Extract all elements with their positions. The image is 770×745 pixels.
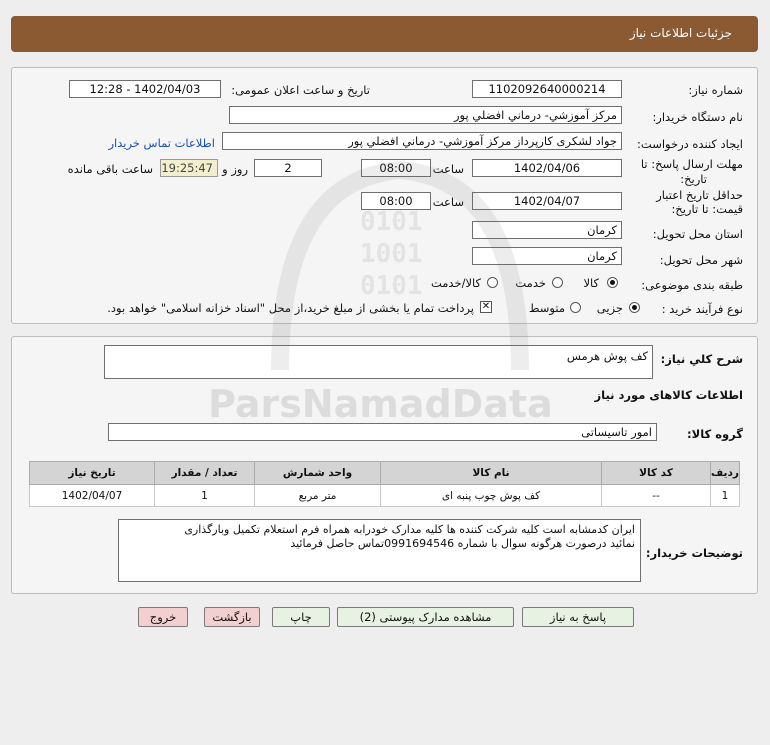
page-header (11, 16, 758, 52)
col-row-number: ردیف (711, 462, 740, 485)
cell-item-name: کف پوش چوب پنبه ای (381, 485, 602, 507)
category-service-radio[interactable] (552, 277, 563, 288)
purchase-minor-radio[interactable] (629, 302, 640, 313)
validity-time-field: 08:00 (361, 192, 431, 210)
deadline-date-field: 1402/04/06 (472, 159, 622, 177)
category-goods-service-label: کالا/خدمت (430, 276, 481, 290)
purchase-medium-radio[interactable] (570, 302, 581, 313)
deadline-label-2: تاریخ: (680, 172, 707, 186)
goods-info-title: اطلاعات کالاهای مورد نیاز (594, 388, 743, 402)
treasury-payment-note: پرداخت تمام یا بخشی از مبلغ خرید،از محل "اسناد خزانه اسلامی" خواهد بود. (107, 301, 474, 315)
validity-date-field: 1402/04/07 (472, 192, 622, 210)
validity-label: حداقل تاریخ اعتبار (656, 188, 743, 202)
purchase-minor-label: جزیی (596, 301, 623, 315)
buyer-contact-link[interactable]: اطلاعات تماس خریدار (108, 136, 215, 150)
col-item-code: کد کالا (602, 462, 711, 485)
cell-need-date: 1402/04/07 (30, 485, 155, 507)
category-goods-radio[interactable] (607, 277, 618, 288)
province-field: کرمان (472, 221, 622, 239)
general-desc-field: کف پوش هرمس (104, 345, 653, 379)
deadline-label: مهلت ارسال پاسخ: تا (640, 157, 743, 171)
announce-datetime-field: 1402/04/03 - 12:28 (69, 80, 221, 98)
need-number-label: شماره نیاز: (688, 83, 743, 97)
remaining-time-label: ساعت باقی مانده (67, 162, 153, 176)
category-goods-label: کالا (583, 276, 599, 290)
col-unit: واحد شمارش (255, 462, 381, 485)
creator-label: ایجاد کننده درخواست: (637, 137, 743, 151)
buyer-org-label: نام دستگاه خریدار: (652, 110, 743, 124)
goods-group-label: گروه کالا: (687, 427, 743, 441)
validity-label-2: قیمت: تا تاریخ: (671, 202, 743, 216)
city-field: کرمان (472, 247, 622, 265)
validity-time-label: ساعت (432, 195, 464, 209)
category-service-label: خدمت (515, 276, 546, 290)
col-quantity: تعداد / مقدار (155, 462, 255, 485)
cell-row-number: 1 (711, 485, 740, 507)
purchase-medium-label: متوسط (528, 301, 565, 315)
buyer-notes-line-1: ایران کدمشابه است کلیه شرکت کننده ها کلیه مدارک خودرابه همراه فرم استعلام تکمیل وبارگذاری (184, 523, 635, 536)
cell-item-code: -- (602, 485, 711, 507)
buyer-notes-line-2: نمائید درصورت هرگونه سوال با شماره 0991694546تماس حاصل فرمائید (290, 537, 635, 550)
print-button[interactable]: چاپ (272, 607, 330, 627)
goods-group-field: امور تاسیساتی (108, 423, 657, 441)
deadline-time-label: ساعت (432, 162, 464, 176)
category-label: طبقه بندی موضوعی: (641, 278, 743, 292)
cell-quantity: 1 (155, 485, 255, 507)
deadline-time-field: 08:00 (361, 159, 431, 177)
col-need-date: تاریخ نیاز (30, 462, 155, 485)
city-label: شهر محل تحویل: (659, 253, 743, 267)
buyer-org-field: مرکز آموزشي- درماني افضلي پور (229, 106, 622, 124)
announce-datetime-label: تاریخ و ساعت اعلان عمومی: (231, 83, 370, 97)
reply-button[interactable]: پاسخ به نیاز (522, 607, 634, 627)
exit-button[interactable]: خروج (138, 607, 188, 627)
creator-field: جواد لشکری کارپرداز مرکز آموزشي- درماني افضلي پور (222, 132, 622, 150)
col-item-name: نام کالا (381, 462, 602, 485)
purchase-type-label: نوع فرآیند خرید : (661, 302, 743, 316)
remaining-time-field: 19:25:47 (160, 159, 218, 177)
goods-table (29, 461, 740, 507)
category-goods-service-radio[interactable] (487, 277, 498, 288)
view-attachments-button[interactable]: مشاهده مدارک پیوستی (2) (337, 607, 514, 627)
page-title: جزئیات اطلاعات نیاز (629, 26, 732, 40)
treasury-payment-checkbox[interactable]: ✕ (481, 301, 491, 312)
buyer-notes-box (118, 519, 641, 582)
general-desc-label: شرح کلي نياز: (660, 352, 743, 366)
back-button[interactable]: بازگشت (204, 607, 260, 627)
cell-unit: متر مربع (255, 485, 381, 507)
days-label: روز و (222, 162, 248, 176)
table-row (30, 485, 740, 507)
goods-table-header (30, 462, 740, 485)
buyer-notes-label: توضیحات خریدار: (645, 546, 743, 560)
need-number-field: 1102092640000214 (472, 80, 622, 98)
province-label: استان محل تحویل: (652, 227, 743, 241)
days-remaining-field: 2 (254, 159, 322, 177)
